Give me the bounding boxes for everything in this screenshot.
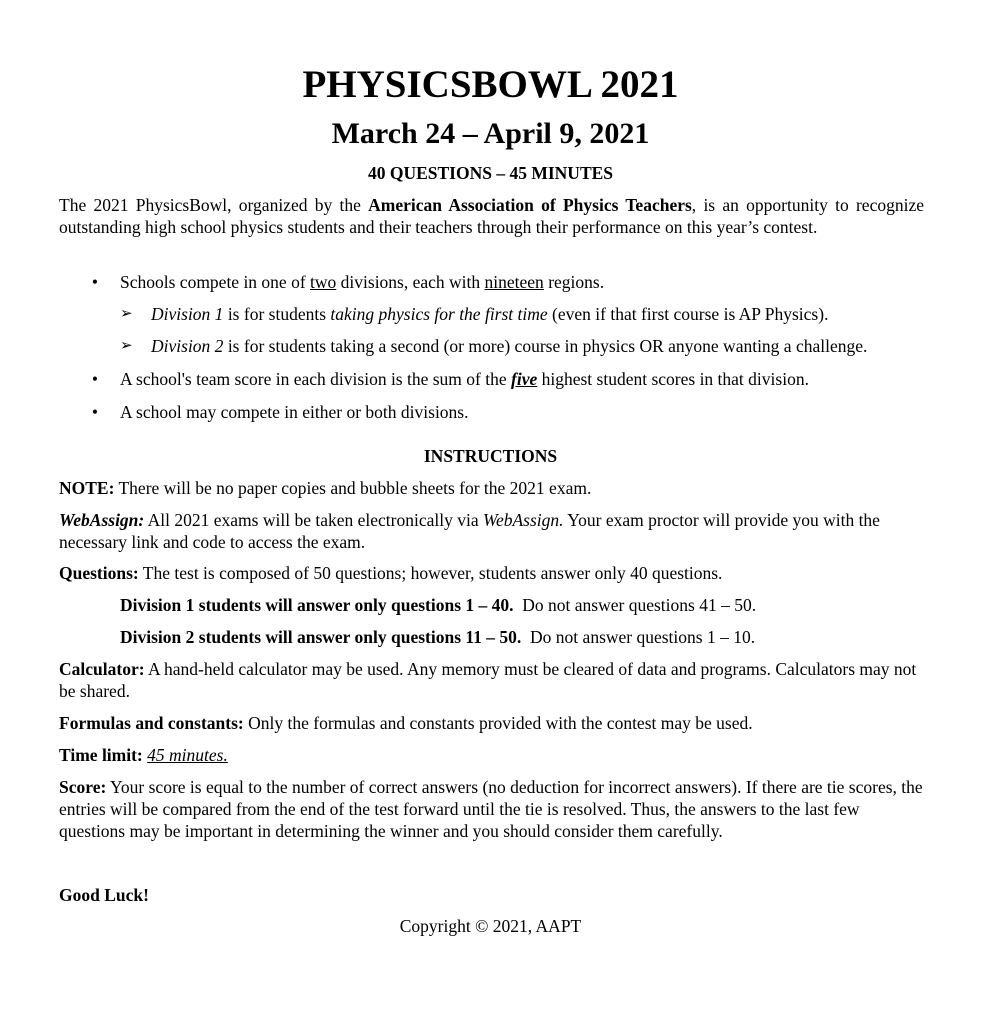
good-luck-text: Good Luck! bbox=[59, 885, 149, 905]
webassign-text: Your exam proctor will provide you with the necessary link and code to access the exam. bbox=[59, 510, 880, 552]
questions-text: The test is composed of 50 questions; however, students answer only 40 questions. bbox=[138, 563, 723, 583]
formulas-label: Formulas and constants: bbox=[59, 713, 244, 733]
sub-bullet-text: is for students bbox=[223, 304, 331, 324]
formulas-paragraph bbox=[59, 712, 924, 734]
arrow-bullet-icon: ➢ bbox=[120, 338, 133, 354]
intro-text-2: , is an opportunity to recognize outstanding high school physics students and their teachers through their performance on this year’s contest. bbox=[59, 195, 924, 237]
bullet-marker: • bbox=[91, 369, 99, 389]
division-2-range: Division 2 students will answer only questions 11 – 50. bbox=[120, 627, 522, 647]
webassign-label: WebAssign: bbox=[59, 510, 145, 530]
sub-bullet-division-1 bbox=[151, 303, 951, 325]
questions-label: Questions: bbox=[59, 563, 139, 583]
note-paragraph bbox=[59, 477, 924, 499]
bullet-text: divisions, each with bbox=[336, 272, 485, 292]
bullet-text: A school's team score in each division is the sum of the bbox=[120, 369, 511, 389]
time-limit-label: Time limit: bbox=[59, 745, 143, 765]
arrow-bullet-icon: ➢ bbox=[120, 306, 133, 322]
bullet-text: highest student scores in that division. bbox=[537, 369, 809, 389]
score-text: Your score is equal to the number of correct answers (no deduction for incorrect answers). If there are tie scores, the entries will be compared from the end of the test forward until the tie is resolved. Thus, the answers to the last few questions may be important in determining the winner and you should consider them carefully. bbox=[59, 777, 923, 841]
copyright-notice: Copyright © 2021, AAPT bbox=[399, 916, 582, 936]
division-2-instructions bbox=[120, 626, 940, 648]
bullet-marker: • bbox=[91, 272, 99, 292]
page-title: PHYSICSBOWL 2021 bbox=[302, 63, 679, 106]
division-name: Division 1 bbox=[151, 304, 224, 324]
good-luck bbox=[59, 884, 924, 906]
bullet-emphasis: nineteen bbox=[484, 272, 544, 292]
questions-paragraph bbox=[59, 562, 924, 584]
contest-dates: March 24 – April 9, 2021 bbox=[331, 117, 650, 150]
intro-paragraph bbox=[59, 194, 924, 238]
bullet-marker: • bbox=[91, 402, 99, 422]
calculator-text: A hand-held calculator may be used. Any memory must be cleared of data and programs. Calculators may not be shared. bbox=[59, 659, 917, 701]
score-label: Score: bbox=[59, 777, 107, 797]
division-1-range: Division 1 students will answer only questions 1 – 40. bbox=[120, 595, 514, 615]
bullet-team-score bbox=[120, 368, 940, 390]
note-label: NOTE: bbox=[59, 478, 115, 498]
score-paragraph bbox=[59, 776, 924, 842]
bullet-emphasis: five bbox=[511, 369, 538, 389]
sub-bullet-text: is for students taking a second (or more) course in physics OR anyone wanting a challenge. bbox=[223, 336, 868, 356]
instructions-heading: INSTRUCTIONS bbox=[423, 446, 558, 466]
division-name: Division 2 bbox=[151, 336, 224, 356]
bullet-both-divisions: A school may compete in either or both divisions. bbox=[120, 402, 469, 422]
division-2-exclusion: Do not answer questions 1 – 10. bbox=[521, 627, 756, 647]
questions-time-line: 40 QUESTIONS – 45 MINUTES bbox=[367, 163, 614, 183]
bullet-emphasis: two bbox=[310, 272, 337, 292]
time-limit-value: 45 minutes. bbox=[147, 745, 228, 765]
intro-text-1: The 2021 PhysicsBowl, organized by the bbox=[59, 195, 369, 215]
formulas-text: Only the formulas and constants provided with the contest may be used. bbox=[243, 713, 753, 733]
sub-bullet-emphasis: taking physics for the first time bbox=[330, 304, 548, 324]
bullet-text: regions. bbox=[543, 272, 605, 292]
sub-bullet-division-2 bbox=[151, 335, 951, 357]
intro-org-name: American Association of Physics Teachers bbox=[368, 195, 692, 215]
webassign-paragraph bbox=[59, 509, 924, 553]
calculator-paragraph bbox=[59, 658, 924, 702]
webassign-text: All 2021 exams will be taken electronically via bbox=[144, 510, 483, 530]
division-1-instructions bbox=[120, 594, 940, 616]
time-limit-paragraph bbox=[59, 744, 924, 766]
bullet-divisions bbox=[120, 271, 940, 293]
webassign-name: WebAssign. bbox=[482, 510, 564, 530]
sub-bullet-text: (even if that first course is AP Physics). bbox=[547, 304, 829, 324]
calculator-label: Calculator: bbox=[59, 659, 145, 679]
note-text: There will be no paper copies and bubble sheets for the 2021 exam. bbox=[114, 478, 592, 498]
bullet-text: Schools compete in one of bbox=[120, 272, 311, 292]
division-1-exclusion: Do not answer questions 41 – 50. bbox=[513, 595, 757, 615]
